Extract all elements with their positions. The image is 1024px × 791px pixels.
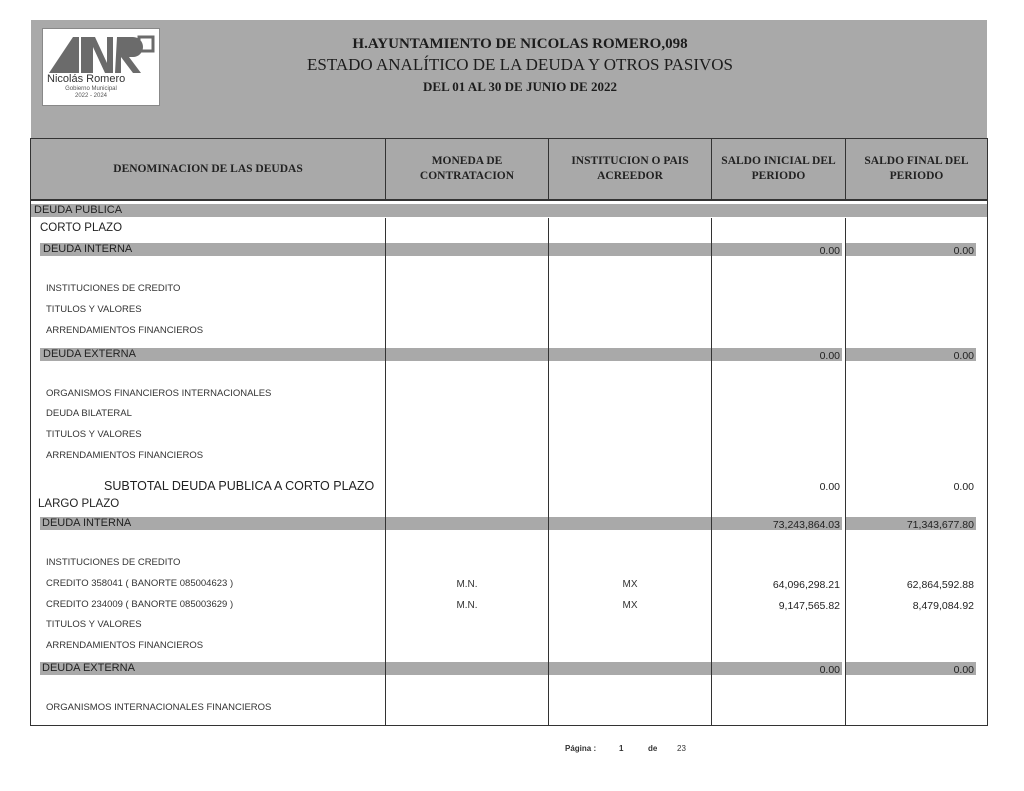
credit-row-saldo-final: 62,864,592.88 (906, 579, 974, 591)
footer-page-number: 1 (619, 744, 624, 753)
col-divider (845, 218, 846, 726)
report-period: DEL 01 AL 30 DE JUNIO DE 2022 (423, 79, 617, 94)
col-header-saldo-inicial (711, 138, 846, 200)
credit-row-saldo-inicial: 9,147,565.82 (778, 600, 840, 612)
largo-deuda-interna-inicial: 73,243,864.03 (772, 519, 840, 531)
report-title-entity: H.AYUNTAMIENTO DE NICOLAS ROMERO,098 (352, 36, 688, 52)
credit-row-pais: MX (622, 579, 638, 590)
col-header-saldo-inicial-l2: PERIODO (751, 170, 806, 182)
largo-interna-item: ARRENDAMIENTOS FINANCIEROS (46, 640, 204, 651)
corto-deuda-interna-label: DEUDA INTERNA (43, 243, 133, 255)
section-corto-plazo: CORTO PLAZO (40, 222, 123, 234)
subtotal-corto-plazo-label: SUBTOTAL DEUDA PUBLICA A CORTO PLAZO (104, 479, 375, 493)
col-header-saldo-final (845, 138, 988, 200)
col-header-denominacion (30, 138, 386, 200)
logo-name: Nicolás Romero (47, 73, 126, 85)
col-header-moneda-l2: CONTRATACION (419, 170, 515, 182)
credit-row-moneda: M.N. (456, 579, 478, 590)
col-header-moneda (385, 138, 549, 200)
corto-deuda-interna-inicial: 0.00 (819, 245, 840, 257)
col-header-denominacion-label: DENOMINACION DE LAS DEUDAS (113, 162, 303, 175)
col-divider (385, 218, 386, 726)
corto-deuda-externa-label: DEUDA EXTERNA (43, 348, 136, 360)
largo-externa-item: ORGANISMOS INTERNACIONALES FINANCIEROS (46, 702, 272, 713)
corto-externa-item: ORGANISMOS FINANCIEROS INTERNACIONALES (46, 388, 272, 399)
corto-interna-item: INSTITUCIONES DE CREDITO (46, 283, 181, 294)
largo-deuda-interna-final: 71,343,677.80 (906, 519, 974, 531)
row-bar (549, 348, 711, 361)
row-bar (386, 517, 548, 530)
col-header-moneda-l1: MONEDA DE (431, 155, 503, 167)
corto-deuda-externa-final: 0.00 (953, 350, 974, 362)
corto-interna-item: ARRENDAMIENTOS FINANCIEROS (46, 325, 204, 336)
subtotal-corto-inicial: 0.00 (819, 481, 840, 493)
row-bar (386, 662, 548, 675)
col-header-saldo-final-l1: SALDO FINAL DEL (864, 155, 969, 167)
row-bar (386, 243, 548, 256)
largo-interna-item: INSTITUCIONES DE CREDITO (46, 557, 181, 568)
col-header-saldo-final-l2: PERIODO (889, 170, 944, 182)
credit-row-label: CREDITO 358041 ( BANORTE 085004623 ) (46, 578, 234, 589)
credit-row-label: CREDITO 234009 ( BANORTE 085003629 ) (46, 599, 234, 610)
footer-page-label: Página : (565, 744, 597, 753)
logo-sub-line1: Gobierno Municipal (65, 86, 117, 92)
corto-interna-item: TITULOS Y VALORES (46, 304, 142, 315)
subtotal-corto-final: 0.00 (953, 481, 974, 493)
row-bar (549, 243, 711, 256)
section-largo-plazo: LARGO PLAZO (38, 498, 120, 510)
credit-row-saldo-inicial: 64,096,298.21 (772, 579, 840, 591)
largo-deuda-externa-label: DEUDA EXTERNA (42, 662, 135, 674)
report-title: ESTADO ANALÍTICO DE LA DEUDA Y OTROS PASIVOS (306, 55, 734, 74)
credit-row-moneda: M.N. (456, 600, 478, 611)
credit-row-pais: MX (622, 600, 638, 611)
logo-subtitle (63, 86, 119, 100)
col-divider (711, 218, 712, 726)
largo-interna-item: TITULOS Y VALORES (46, 619, 142, 630)
col-header-institucion-l1: INSTITUCION O PAIS (571, 155, 689, 167)
col-header-saldo-inicial-l1: SALDO INICIAL DEL (721, 155, 836, 167)
row-bar (386, 348, 548, 361)
logo-sub-line2: 2022 - 2024 (74, 93, 108, 99)
col-header-institucion (548, 138, 712, 200)
row-bar (549, 662, 711, 675)
row-bar (549, 517, 711, 530)
col-divider (548, 218, 549, 726)
credit-row-saldo-final: 8,479,084.92 (912, 600, 974, 612)
footer-total-pages: 23 (677, 744, 686, 753)
corto-deuda-externa-inicial: 0.00 (819, 350, 840, 362)
section-deuda-publica: DEUDA PUBLICA (34, 204, 123, 216)
corto-externa-item: TITULOS Y VALORES (46, 429, 142, 440)
footer-de-label: de (648, 744, 658, 753)
largo-deuda-externa-final: 0.00 (953, 664, 974, 676)
corto-externa-item: ARRENDAMIENTOS FINANCIEROS (46, 450, 204, 461)
col-header-institucion-l2: ACREEDOR (597, 170, 663, 182)
largo-deuda-externa-inicial: 0.00 (819, 664, 840, 676)
section-bar-deuda-publica (31, 204, 987, 217)
municipal-logo (42, 28, 160, 106)
largo-deuda-interna-label: DEUDA INTERNA (42, 517, 132, 529)
corto-externa-item: DEUDA BILATERAL (46, 408, 132, 419)
corto-deuda-interna-final: 0.00 (953, 245, 974, 257)
